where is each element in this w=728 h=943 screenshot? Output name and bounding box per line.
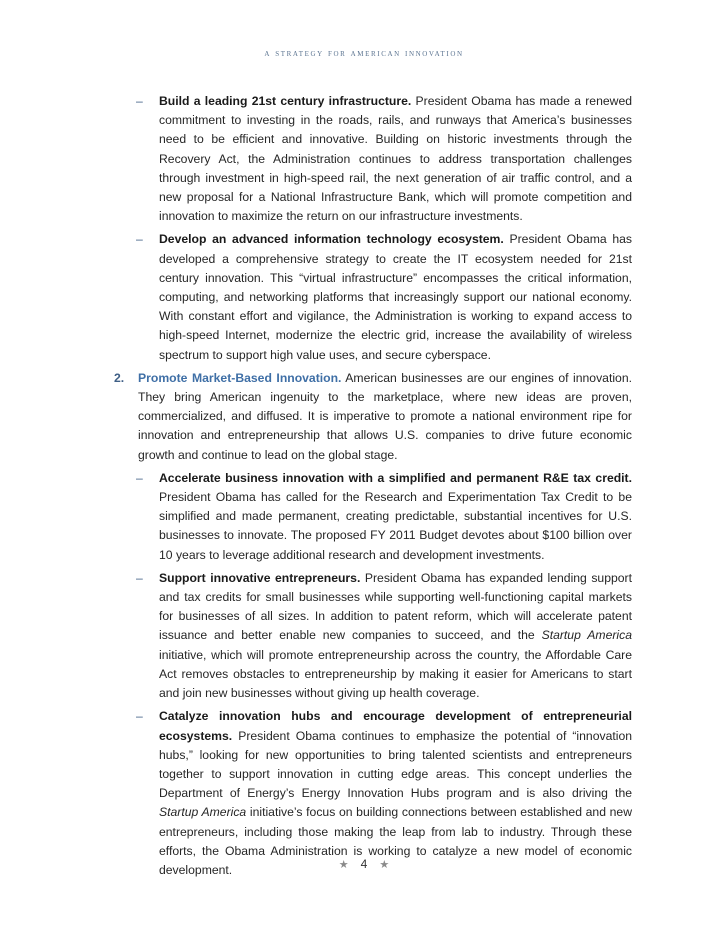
bullet-text: President Obama has expanded lending support and tax credits for small businesses while supporting well-functioning capital markets for businesses of all sizes. In addition to patent reform, which will accelerate patent issuance and better enable new companies to succeed, and the bbox=[159, 570, 632, 643]
italic-initiative-name: Startup America bbox=[159, 805, 247, 820]
bullet-entrepreneurs bbox=[136, 569, 632, 703]
bullet-title: Support innovative entrepreneurs. bbox=[159, 570, 361, 585]
bullet-title: Catalyze innovation hubs and encourage development of entrepreneurial ecosystems. bbox=[159, 709, 632, 743]
star-icon: ★ bbox=[379, 859, 390, 871]
bullet-text: President Obama has made a renewed commitment to investing in the roads, rails, and runways that America’s businesses need to be efficient and innovative. Building on historic investments through the Recovery Act, the Administration continues to address transportation challenges through investment in high-speed rail, the next generation of air traffic control, and a new proposal for a National Infrastructure Bank, which will promote competition and innovation to maximize the return on our infrastructure investments. bbox=[159, 94, 633, 224]
dash-marker: – bbox=[136, 94, 143, 108]
page-footer bbox=[0, 857, 728, 871]
bullet-text-continued: initiative, which will promote entrepreneurship across the country, the Affordable Care Act removes obstacles to entrepreneurship by making it easier for Americans to start and join new businesses without giving up health coverage. bbox=[159, 647, 632, 701]
dash-marker: – bbox=[136, 232, 143, 247]
bullet-title: Develop an advanced information technology ecosystem. bbox=[159, 232, 504, 247]
bullet-text-continued: initiative’s focus on building connections between established and new entrepreneurs, including those making the leap from lab to industry. Through these efforts, the Obama Administration is working to catalyze a new model of economic development. bbox=[159, 805, 632, 877]
bullet-text: President Obama has developed a comprehensive strategy to create the IT ecosystem needed for 21st century innovation. This “virtual infrastructure” encompasses the critical information, computing, and networking platforms that increasingly support our national economy. With constant effort and vigilance, the Administration is working to expand access to high-speed Internet, modernize the electric grid, increase the availability of wireless spectrum to support high value uses, and secure cyberspace. bbox=[159, 232, 633, 362]
dash-marker: – bbox=[136, 570, 143, 585]
bullet-innovation-hubs bbox=[136, 707, 632, 880]
page-body bbox=[0, 92, 728, 884]
bullet-title: Accelerate business innovation with a simplified and permanent R&E tax credit. bbox=[159, 470, 632, 485]
section-title: Promote Market-Based Innovation. bbox=[138, 370, 342, 385]
bullet-rd-tax-credit bbox=[136, 469, 632, 565]
star-icon: ★ bbox=[338, 859, 349, 871]
bullet-infrastructure bbox=[136, 92, 633, 226]
section-2 bbox=[114, 369, 632, 465]
running-header: a strategy for american innovation bbox=[264, 48, 464, 59]
dash-marker: – bbox=[136, 709, 143, 724]
italic-initiative-name: Startup America bbox=[541, 628, 632, 643]
bullet-title: Build a leading 21st century infrastructure. bbox=[159, 94, 412, 108]
section-text: American businesses are our engines of innovation. They bring American ingenuity to the marketplace, where new ideas are proven, commercialized, and diffused. It is imperative to promote a national environment ripe for innovation and entrepreneurship that allows U.S. companies to drive future economic growth and continue to lead on the global stage. bbox=[138, 370, 632, 462]
section-number: 2. bbox=[114, 370, 125, 385]
dash-marker: – bbox=[136, 470, 143, 485]
bullet-it-ecosystem bbox=[136, 230, 633, 364]
bullet-text: President Obama has called for the Research and Experimentation Tax Credit to be simplified and made permanent, creating predictable, substantial incentives for U.S. businesses to innovate. The proposed FY 2011 Budget devotes about $100 billion over 10 years to leverage additional research and development investments. bbox=[159, 490, 632, 562]
page-number: 4 bbox=[360, 857, 368, 871]
bullet-text: President Obama continues to emphasize the potential of “innovation hubs,” looking for new opportunities to bring talented scientists and entrepreneurs together to support innovation in cutting edge areas. This concept underlies the Department of Energy’s Energy Innovation Hubs program and is also driving the bbox=[159, 728, 632, 801]
